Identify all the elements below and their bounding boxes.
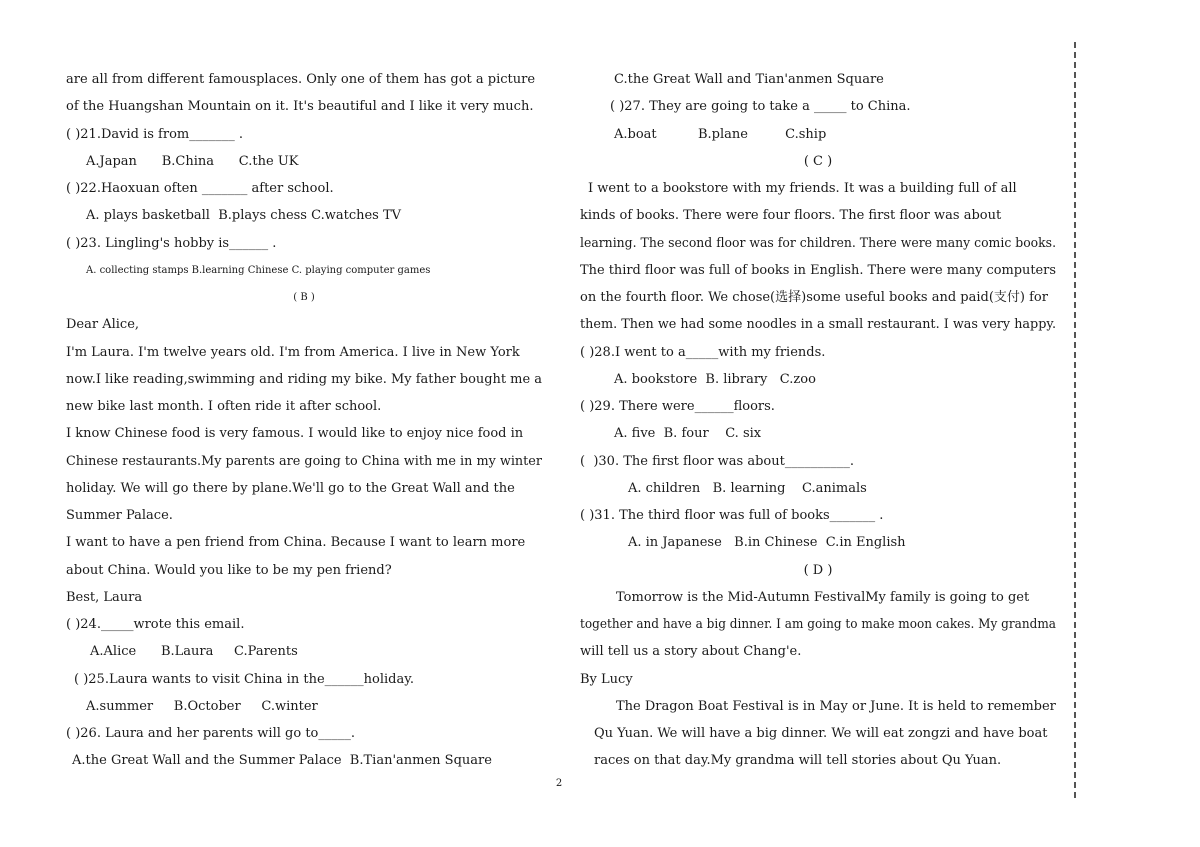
- left-column-line: are all from different famousplaces. Only one of them has got a picture: [66, 72, 536, 87]
- left-column-line: about China. Would you like to be my pen friend?: [66, 562, 392, 578]
- right-column-line: ( )29. There were______floors.: [580, 399, 775, 414]
- left-column-line: A. plays basketball B.plays chess C.watches TV: [86, 208, 402, 224]
- left-column-line: ( )26. Laura and her parents will go to_____.: [66, 726, 356, 741]
- right-column-line: ( )27. They are going to take a _____ to China.: [610, 99, 911, 115]
- right-column-line: ( D ): [803, 562, 833, 578]
- right-column-line: Tomorrow is the Mid-Autumn FestivalMy family is going to get: [616, 589, 1030, 605]
- right-column: [580, 66, 1056, 775]
- left-column-line: I want to have a pen friend from China. Because I want to learn more: [66, 535, 526, 551]
- right-column-line: ( )30. The first floor was about__________.: [580, 453, 854, 469]
- right-column-line: A.boat B.plane C.ship: [614, 126, 827, 142]
- left-column-line: now.I like reading,swimming and riding my bike. My father bought me a: [66, 371, 542, 387]
- right-column-line: ( )28.I went to a_____with my friends.: [580, 344, 826, 360]
- left-column-line: Chinese restaurants.My parents are going to China with me in my winter: [66, 453, 542, 469]
- left-column-line: I know Chinese food is very famous. I would like to enjoy nice food in: [66, 426, 524, 442]
- right-column-line: them. Then we had some noodles in a small restaurant. I was very happy.: [580, 317, 1057, 333]
- left-column-line: ( )25.Laura wants to visit China in the______holiday.: [74, 671, 414, 687]
- right-column-line: C.the Great Wall and Tian'anmen Square: [614, 72, 884, 87]
- right-column-line: A. bookstore B. library C.zoo: [614, 371, 816, 387]
- right-column-line: on the fourth floor. We chose(选择)some useful books and paid(支付) for: [580, 290, 1048, 305]
- left-column-line: Dear Alice,: [66, 317, 140, 333]
- right-column-line: Qu Yuan. We will have a big dinner. We will eat zongzi and have boat: [594, 726, 1048, 741]
- left-column-line: ( )23. Lingling's hobby is______ .: [66, 235, 277, 251]
- left-column-line: of the Huangshan Mountain on it. It's beautiful and I like it very much.: [66, 99, 534, 115]
- left-column-line: ( B ): [293, 292, 315, 303]
- left-column-line: new bike last month. I often ride it after school.: [66, 399, 382, 414]
- left-column: [66, 66, 542, 775]
- right-column-line: ( C ): [803, 153, 833, 169]
- left-column-line: ( )22.Haoxuan often _______ after school.: [66, 181, 334, 196]
- left-column-line: A.summer B.October C.winter: [86, 698, 318, 714]
- left-column-line: holiday. We will go there by plane.We'll go to the Great Wall and the: [66, 480, 515, 496]
- right-column-line: learning. The second floor was for children. There were many comic books.: [580, 235, 1057, 251]
- left-column-line: A.Japan B.China C.the UK: [86, 153, 299, 169]
- left-column-line: ( )21.David is from_______ .: [66, 126, 243, 142]
- left-column-line: A.the Great Wall and the Summer Palace B.Tian'anmen Square: [72, 753, 492, 769]
- right-column-line: races on that day.My grandma will tell stories about Qu Yuan.: [594, 753, 1002, 769]
- right-column-line: The third floor was full of books in English. There were many computers: [580, 262, 1056, 278]
- right-column-line: A. five B. four C. six: [614, 426, 762, 442]
- right-column-line: ( )31. The third floor was full of books_______ .: [580, 508, 884, 523]
- left-column-line: Best, Laura: [66, 589, 143, 605]
- binding-dashed-line: [1074, 42, 1076, 798]
- right-column-line: I went to a bookstore with my friends. It was a building full of all: [588, 181, 1017, 196]
- right-column-line: A. in Japanese B.in Chinese C.in English: [628, 535, 906, 551]
- right-column-line: together and have a big dinner. I am going to make moon cakes. My grandma: [580, 617, 1056, 632]
- right-column-line: will tell us a story about Chang'e.: [580, 644, 802, 660]
- right-column-line: The Dragon Boat Festival is in May or June. It is held to remember: [616, 698, 1056, 714]
- page-number: 2: [555, 778, 563, 789]
- left-column-line: I'm Laura. I'm twelve years old. I'm from America. I live in New York: [66, 344, 520, 360]
- right-column-line: A. children B. learning C.animals: [628, 480, 867, 496]
- right-column-line: kinds of books. There were four floors. The first floor was about: [580, 208, 1002, 224]
- right-column-line: By Lucy: [580, 671, 633, 687]
- left-column-line: A.Alice B.Laura C.Parents: [90, 644, 298, 660]
- left-column-line: ( )24._____wrote this email.: [66, 617, 245, 632]
- left-column-line: A. collecting stamps B.learning Chinese C. playing computer games: [86, 264, 431, 276]
- left-column-line: Summer Palace.: [66, 508, 173, 523]
